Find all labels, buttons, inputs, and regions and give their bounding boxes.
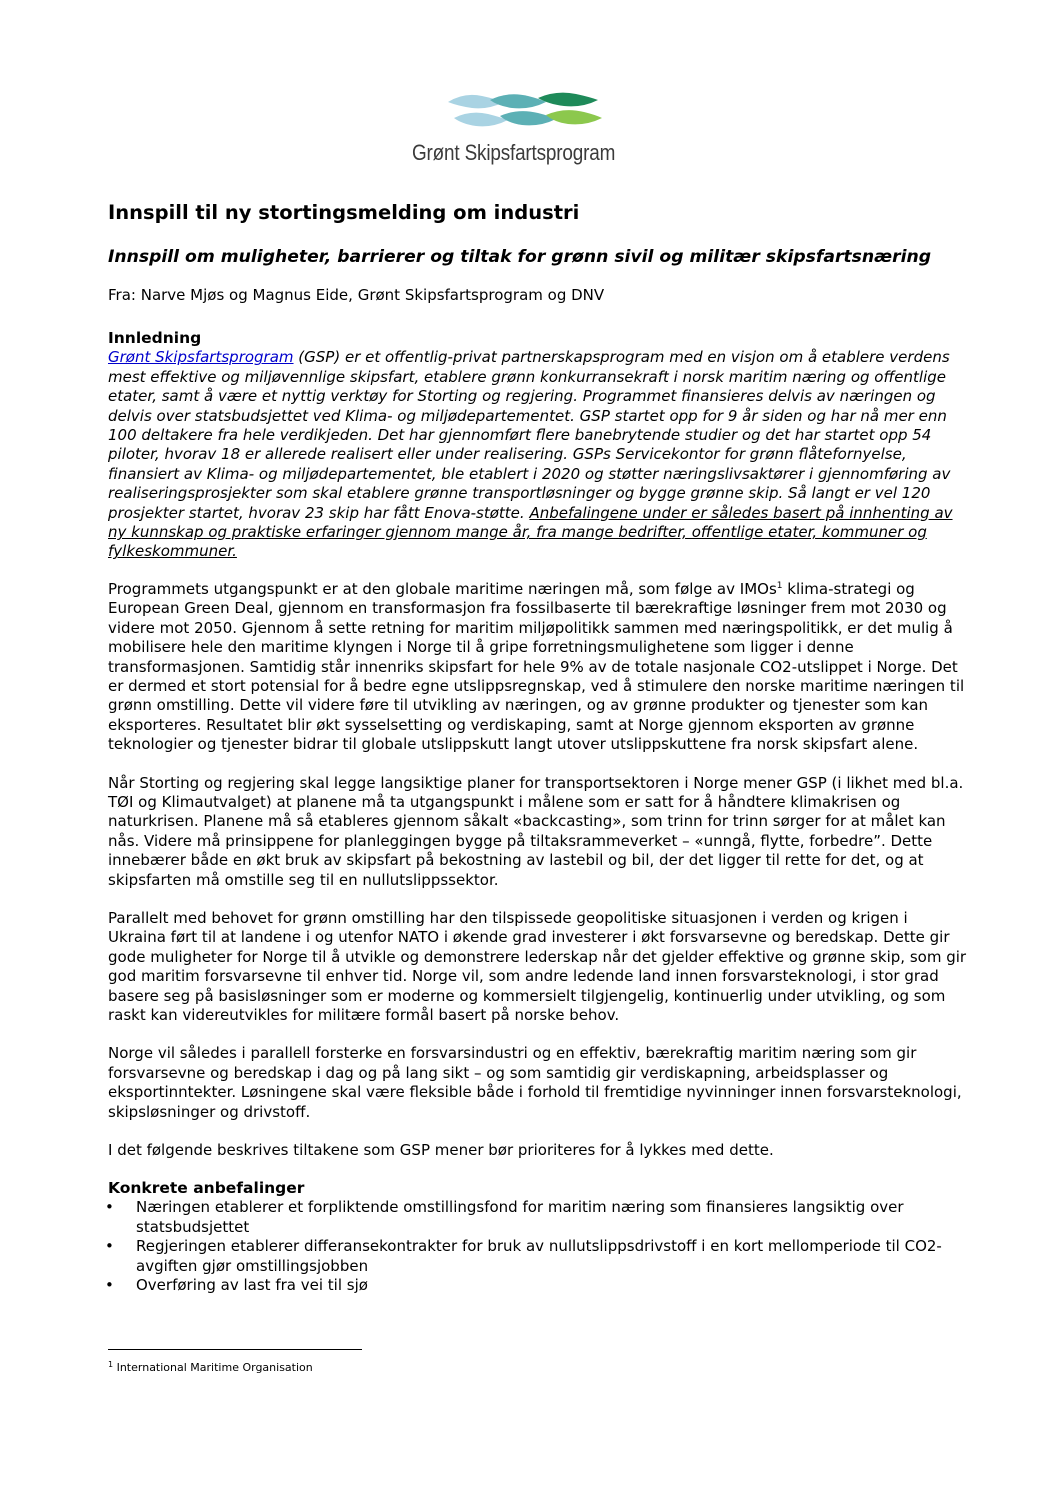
logo-wave-lime xyxy=(546,110,602,124)
list-item xyxy=(105,1276,968,1295)
paragraph-measures: I det følgende beskrives tiltakene som GSP mener bør prioriteres for å lykkes med dette. xyxy=(108,1141,774,1160)
footnote xyxy=(108,1361,313,1375)
author-line: Fra: Narve Mjøs og Magnus Eide, Grønt Skipsfartsprogram og DNV xyxy=(108,286,605,304)
document-subtitle: Innspill om muligheter, barrierer og tiltak for grønn sivil og militær skipsfartsnæring xyxy=(108,247,932,267)
list-item xyxy=(105,1198,968,1237)
intro-body: (GSP) er et offentlig-privat partnerskapsprogram med en visjon om å etablere verdens mest effektive og miljøvennlige skipsfart, etablere grønn konkurransekraft i norsk maritim næring og offentlige etater, samt å være et nyttig verktøy for Storting og regjering. Programmet finansieres delvis av næringen og delvis over statsbudsjettet ved Klima- og miljødepartementet. GSP startet opp for 9 år siden og har nå mer enn 100 deltakere fra hele verdikjeden. Det har gjennomført flere banebrytende studier og det har startet opp 54 piloter, hvorav 18 er allerede realisert eller under realisering. GSPs Servicekontor for grønn flåtefornyelse, finansiert av Klima- og miljødepartementet, ble etablert i 2020 og støtter næringslivsaktører i gjennomføring av realiseringsprosjekter som skal etablere grønne transportløsninger og bygge grønne skip. Så langt er vel 120 prosjekter startet, hvorav 23 skip har fått Enova-støtte. xyxy=(108,348,951,522)
paragraph-geopolitics: Parallelt med behovet for grønn omstilling har den tilspissede geopolitiske situasjonen i verden og krigen i Ukraina ført til at landene i og utenfor NATO i økende grad investerer i økt forsvarsevne og beredskap. Dette gir gode muligheter for Norge til å utvikle og demonstrere lederskap når det gjelder effektive og grønne skip, som gir god maritim forsvarsevne til enhver tid. Norge vil, som andre ledende land innen forsvarsteknologi, i stor grad basere seg på basisløsninger som er moderne og kommersielt tilgjengelig, kontinuerlig under utvikling, og som raskt kan videreutvikles for militære formål basert på norske behov. xyxy=(108,908,967,1024)
gsp-link[interactable]: Grønt Skipsfartsprogram xyxy=(108,348,294,367)
document-title: Innspill til ny stortingsmelding om industri xyxy=(108,201,580,224)
bullet-icon: • xyxy=(105,1198,114,1217)
intro-heading: Innledning xyxy=(108,329,202,348)
paragraph-defence: Norge vil således i parallell forsterke en forsvarsindustri og en effektiv, bærekraftig maritim næring som gir forsvarsevne og beredskap i dag og på lang sikt – og som samtidig gir verdiskapning, arbeidsplasser og eksportinntekter. Løsningene skal være fleksible både i forhold til fremtidige nyvinninger innen forsvarsteknologi, skipsløsninger og drivstoff. xyxy=(108,1044,962,1121)
list-item-text: Regjeringen etablerer differansekontrakter for bruk av nullutslippsdrivstoff i en kort mellomperiode til CO2-avgiften gjør omstillingsjobben xyxy=(136,1237,942,1275)
footnote-separator xyxy=(108,1349,362,1350)
bullet-icon: • xyxy=(105,1237,114,1256)
logo-wave-green xyxy=(538,93,598,107)
logo-wave-teal xyxy=(490,94,546,108)
logo-wave-light-blue-2 xyxy=(454,113,508,127)
list-item xyxy=(105,1237,968,1276)
logo-text: Grønt Skipsfartsprogram xyxy=(412,140,616,165)
document-body xyxy=(105,200,968,1295)
recommendations-heading: Konkrete anbefalinger xyxy=(108,1179,305,1198)
recommendations-list xyxy=(105,1198,968,1295)
paragraph-strategy-text-2: klima-strategi og European Green Deal, gjennom en transformasjon fra fossilbaserte til bærekraftige løsninger frem mot 2030 og videre mot 2050. Gjennom å sette retning for maritim miljøpolitikk sammen med næringspolitikk, er det mulig å mobilisere hele den maritime klyngen i Norge til å gripe forretningsmulighetene som ligger i denne transformasjonen. Samtidig står innenriks skipsfart for hele 9% av de totale nasjonale CO2-utslippet i Norge. Det er dermed et stort potensial for å bedre egne utslippsregnskap, ved å stimulere den norske maritime næringen til grønn omstilling. Dette vil videre føre til utvikling av næringen, og av grønne produkter og tjenester som kan eksporteres. Resultatet blir økt sysselsetting og verdiskaping, samt at Norge gjennom eksporten av grønne teknologier og tjenester bidrar til globale utslippskutt langt utover utslippskuttene fra norsk skipsfart alene. xyxy=(108,579,965,754)
footnote-number: 1 xyxy=(108,1360,114,1369)
paragraph-strategy xyxy=(108,580,968,755)
list-item-text: Overføring av last fra vei til sjø xyxy=(136,1276,368,1295)
logo-wave-teal-2 xyxy=(500,111,556,125)
bullet-icon: • xyxy=(105,1276,114,1295)
paragraph-strategy-text-1: Programmets utgangspunkt er at den globale maritime næringen må, som følge av IMOs xyxy=(108,579,777,598)
intro-paragraph xyxy=(108,348,968,561)
paragraph-planning: Når Storting og regjering skal legge langsiktige planer for transportsektoren i Norge mener GSP (i likhet med bl.a. TØI og Klimautvalget) at planene må ta utgangspunkt i målene som er satt for å håndtere klimakrisen og naturkrisen. Planene må så etableres gjennom såkalt «backcasting», som trinn for trinn sørger for at målet kan nås. Videre må prinsippene for planleggingen bygge på tiltaksrammeverket – «unngå, flytte, forbedre”. Dette innebærer både en økt bruk av skipsfart på bekostning av lastebil og bil, der det ligger til rette for det, og at skipsfarten må omstille seg til en nullutslippssektor. xyxy=(108,773,964,889)
intro-underlined-text: Anbefalingene under er således basert på innhenting av ny kunnskap og praktiske erfaringer gjennom mange år, fra mange bedrifter, offentlige etater, kommuner og fylkeskommuner. xyxy=(108,503,953,561)
footnote-text: International Maritime Organisation xyxy=(116,1361,313,1374)
logo xyxy=(408,88,658,170)
list-item-text: Næringen etablerer et forpliktende omstillingsfond for maritim næring som finansieres langsiktig over statsbudsjettet xyxy=(136,1198,904,1236)
footnote-reference[interactable]: 1 xyxy=(776,580,783,591)
logo-waves-icon xyxy=(446,88,606,134)
